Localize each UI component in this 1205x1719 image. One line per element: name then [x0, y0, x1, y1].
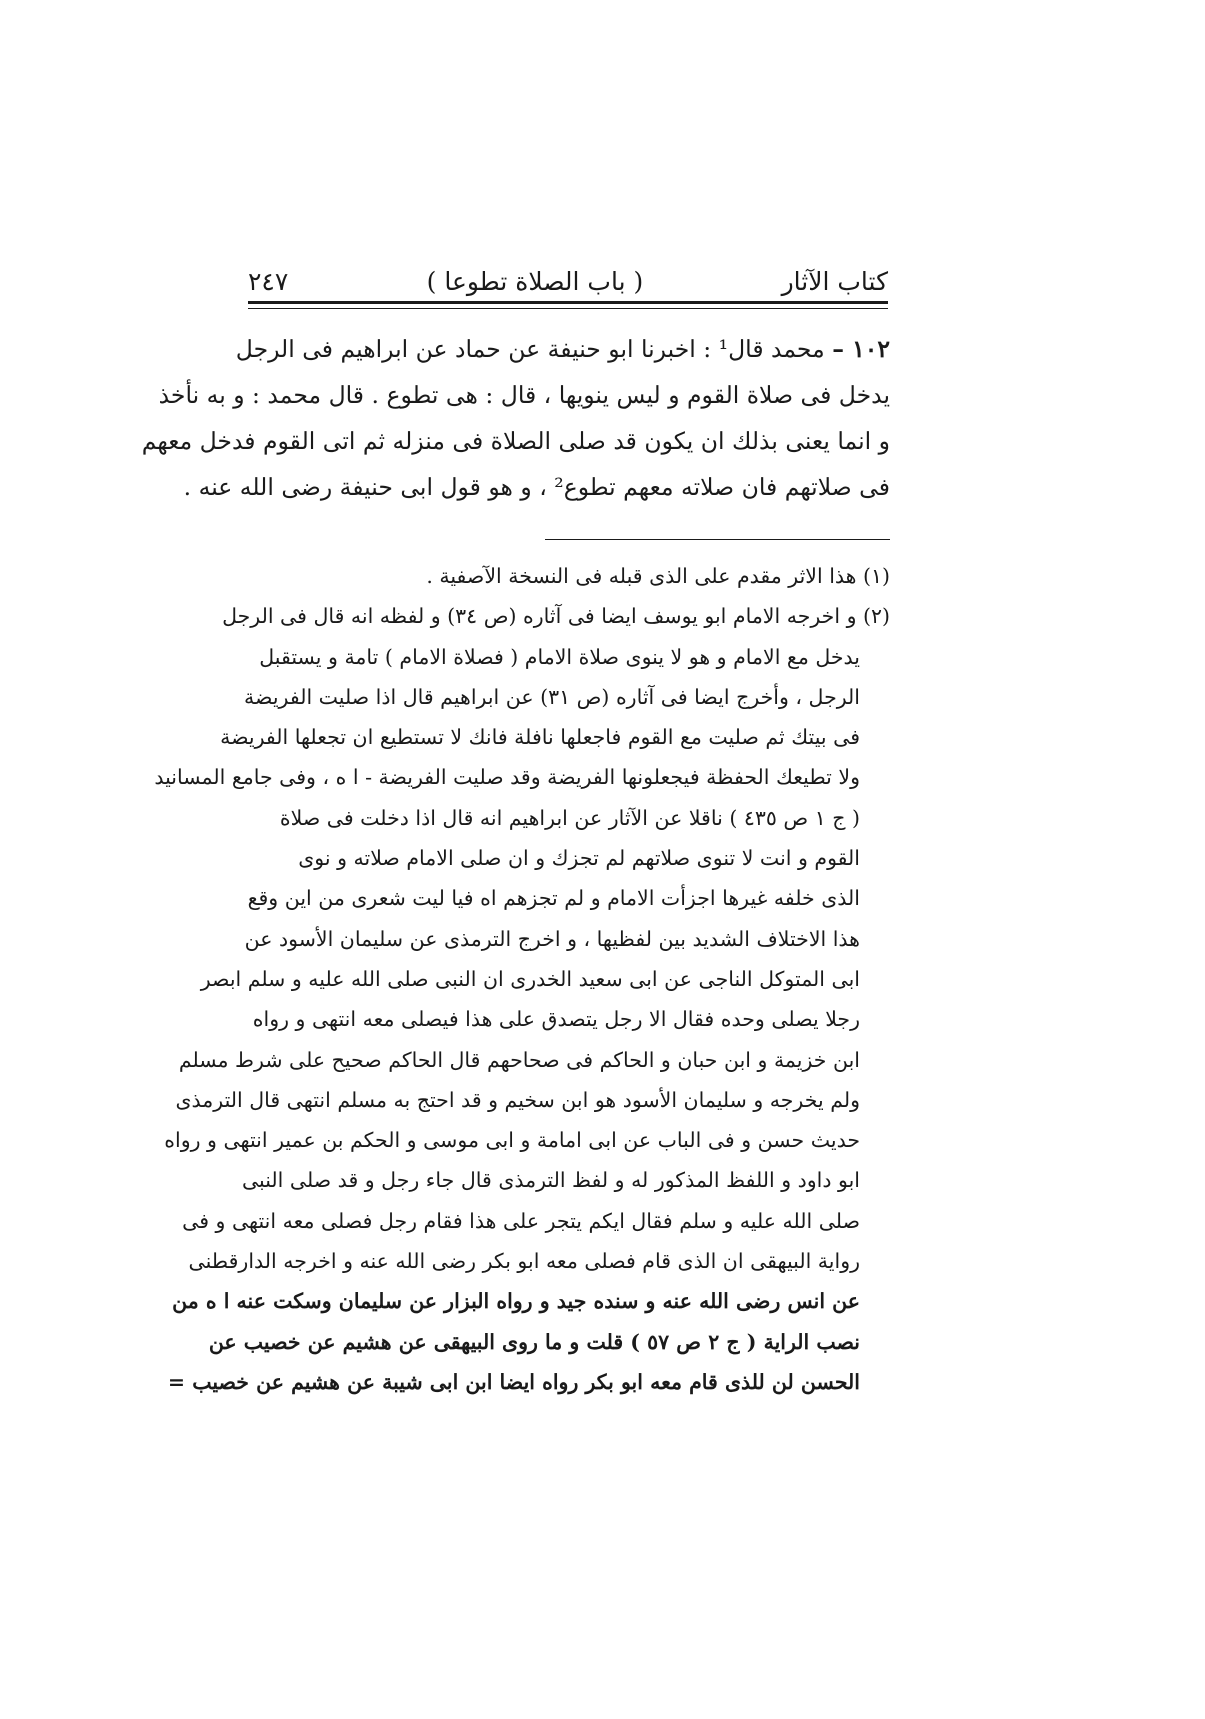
- footnote-2-line: رجلا يصلى وحده فقال الا رجل يتصدق على هذا فيصلى معه انتهى و رواه: [252, 1007, 860, 1032]
- footnote-2-line: رواية البيهقى ان الذى قام فصلى معه ابو بكر رضى الله عنه و اخرجه الدارقطنى: [188, 1249, 860, 1274]
- footnote-2-line: الذى خلفه غيرها اجزأت الامام و لم تجزهم اه فيا ليت شعرى من اين وقع: [247, 886, 860, 911]
- footnote-2-line: القوم و انت لا تنوى صلاتهم لم تجزك و ان صلى الامام صلاته و نوى: [298, 846, 860, 871]
- footnote-2-line: ابى المتوكل الناجى عن ابى سعيد الخدرى ان النبى صلى الله عليه و سلم ابصر: [200, 966, 860, 991]
- main-line-3: و انما يعنى بذلك ان يكون قد صلى الصلاة فى منزله ثم اتى القوم فدخل معهم: [141, 427, 890, 455]
- footnote-2-line: عن انس رضى الله عنه و سنده جيد و رواه البزار عن سليمان وسكت عنه ا ه من: [172, 1289, 860, 1314]
- footnote-2-line: ابن خزيمة و ابن حبان و الحاكم فى صحاحهم قال الحاكم صحيح على شرط مسلم: [178, 1047, 860, 1072]
- footnote-separator: [545, 539, 890, 540]
- footnote-2-line: الحسن لن للذى قام معه ابو بكر رواه ايضا ابن ابى شيبة عن هشيم عن خصيب =: [167, 1369, 860, 1394]
- footnotes: [154, 556, 890, 1402]
- main-line-2: يدخل فى صلاة القوم و ليس ينويها ، قال : هى تطوع . قال محمد : و به نأخذ: [158, 381, 890, 409]
- footnote-2-line: ( ج ١ ص ٤٣٥ ) ناقلا عن الآثار عن ابراهيم انه قال اذا دخلت فى صلاة: [279, 805, 860, 830]
- item-number: ١٠٢ –: [832, 335, 890, 363]
- footnote-2-line: هذا الاختلاف الشديد بين لفظيها ، و اخرج الترمذى عن سليمان الأسود عن: [244, 926, 860, 951]
- footnote-2-line: حديث حسن و فى الباب عن ابى امامة و ابى موسى و الحكم بن عمير انتهى و رواه: [164, 1128, 860, 1153]
- footnote-2-line: يدخل مع الامام و هو لا ينوى صلاة الامام ( فصلاة الامام ) تامة و يستقبل: [259, 644, 860, 669]
- header-rule-thin: [248, 308, 888, 309]
- page-number: ٢٤٧: [248, 267, 289, 296]
- main-line-1: ١٠٢ – محمد قال¹ : اخبرنا ابو حنيفة عن حماد عن ابراهيم فى الرجل: [235, 335, 890, 363]
- footnote-2-line: ولا تطيعك الحفظة فيجعلونها الفريضة وقد صليت الفريضة - ا ه ، وفى جامع المسانيد: [154, 765, 860, 790]
- footnote-2-line: فى بيتك ثم صليت مع القوم فاجعلها نافلة فانك لا تستطيع ان تجعلها الفريضة: [220, 725, 860, 750]
- main-line-4: فى صلاتهم فان صلاته معهم تطوع² ، و هو قول ابى حنيفة رضى الله عنه .: [183, 473, 890, 501]
- header-rule-thick: [248, 301, 888, 304]
- chapter-title: ( باب الصلاة تطوعا ): [426, 267, 644, 296]
- footnote-2-line: (٢) و اخرجه الامام ابو يوسف ايضا فى آثاره (ص ٣٤) و لفظه انه قال فى الرجل: [222, 604, 890, 629]
- footnote-2-line: الرجل ، وأخرج ايضا فى آثاره (ص ٣١) عن ابراهيم قال اذا صليت الفريضة: [244, 684, 860, 709]
- footnote-2-line: نصب الراية ( ج ٢ ص ٥٧ ) قلت و ما روى البيهقى عن هشيم عن خصيب عن: [208, 1329, 860, 1354]
- footnote-2-line: ابو داود و اللفظ المذكور له و لفظ الترمذى قال جاء رجل و قد صلى النبى: [241, 1168, 860, 1193]
- book-title: كتاب الآثار: [781, 267, 888, 296]
- footnote-2-line: صلى الله عليه و سلم فقال ايكم يتجر على هذا فقام رجل فصلى معه انتهى و فى: [182, 1208, 860, 1233]
- footnote-1: (١) هذا الاثر مقدم على الذى قبله فى النسخة الآصفية .: [426, 564, 890, 588]
- footnote-2-line: ولم يخرجه و سليمان الأسود هو ابن سخيم و قد احتج به مسلم انتهى قال الترمذى: [175, 1087, 860, 1112]
- page-header: [248, 252, 888, 296]
- main-text: [141, 326, 890, 510]
